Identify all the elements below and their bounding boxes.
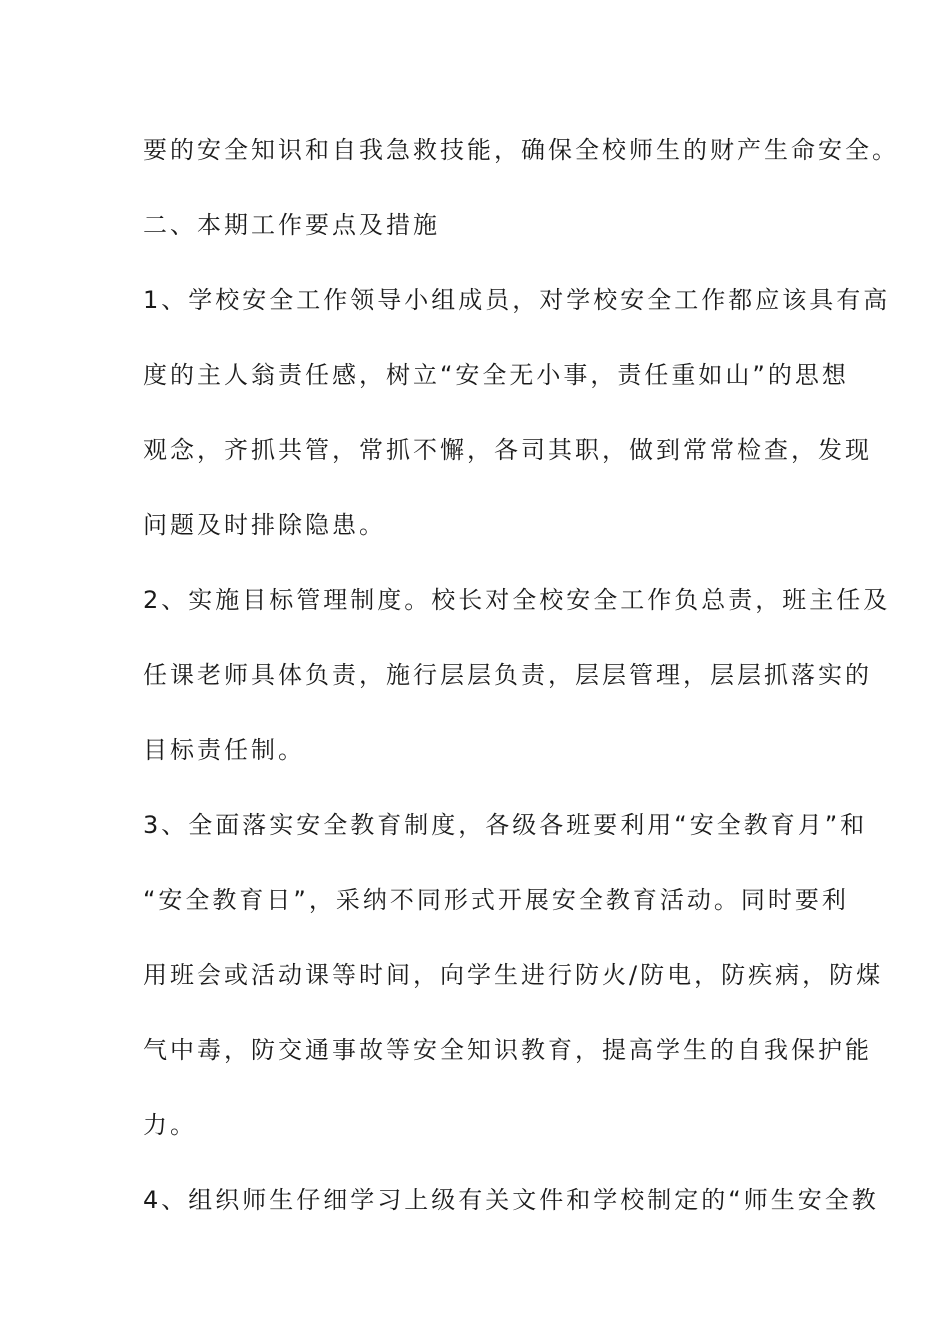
text-line: 要的安全知识和自我急救技能，确保全校师生的财产生命安全。 [143,136,899,164]
text-line: 度的主人翁责任感，树立“安全无小事，责任重如山”的思想 [143,361,849,389]
text-line: 任课老师具体负责，施行层层负责，层层管理，层层抓落实的 [143,661,872,689]
text-line: 观念，齐抓共管，常抓不懈，各司其职，做到常常检查，发现 [143,436,872,464]
text-line: 2、实施目标管理制度。校长对全校安全工作负总责，班主任及 [143,586,891,614]
text-line: “安全教育日”，采纳不同形式开展安全教育活动。同时要利 [143,886,849,914]
text-line: 问题及时排除隐患。 [143,511,386,539]
text-line: 1、学校安全工作领导小组成员，对学校安全工作都应该具有高 [143,286,891,314]
text-line: 3、全面落实安全教育制度，各级各班要利用“安全教育月”和 [143,811,868,839]
text-line: 目标责任制。 [143,736,305,764]
text-line: 气中毒，防交通事故等安全知识教育，提高学生的自我保护能 [143,1036,872,1064]
section-heading: 二、本期工作要点及措施 [143,211,440,239]
text-line: 力。 [143,1111,197,1139]
text-line: 用班会或活动课等时间，向学生进行防火/防电，防疾病，防煤 [143,961,884,989]
text-line: 4、组织师生仔细学习上级有关文件和学校制定的“师生安全教 [143,1186,879,1214]
